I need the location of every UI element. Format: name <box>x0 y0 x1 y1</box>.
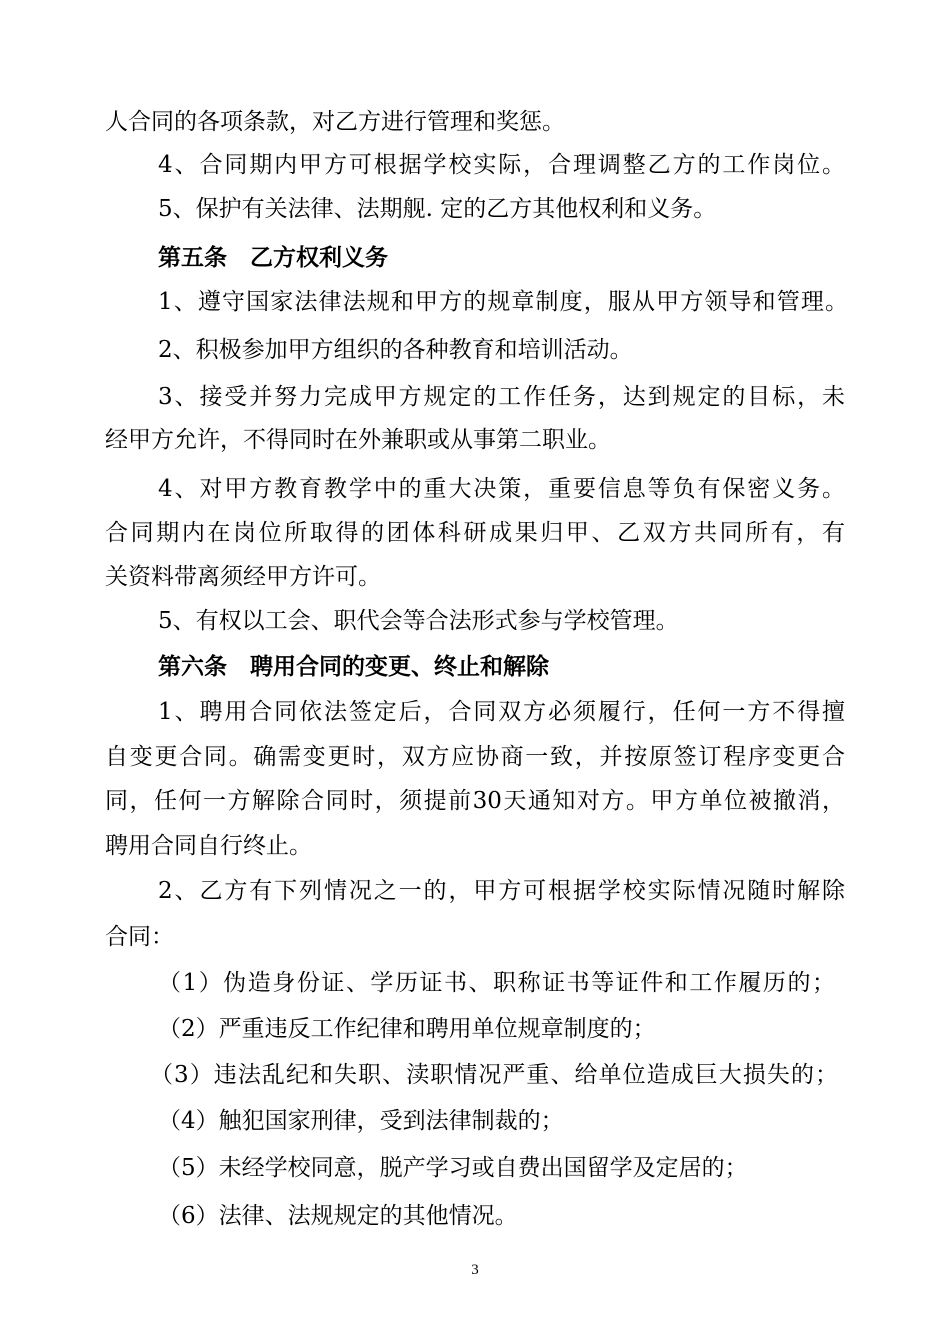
paragraph-line: 1、聘用合同依法签定后，合同双方必须履行，任何一方不得擅 <box>158 699 845 725</box>
paragraph-line: 合同： <box>105 924 174 950</box>
paragraph-line: 合同期内在岗位所取得的团体科研成果归甲、乙双方共同所有，有 <box>105 520 845 546</box>
paragraph-line: 关资料带离须经甲方许可。 <box>105 564 381 590</box>
paragraph-line: 同，任何一方解除合同时，须提前30天通知对方。甲方单位被撤消， <box>105 788 845 814</box>
paragraph-line: （3）违法乱纪和失职、渎职情况严重、给单位造成巨大损失的； <box>150 1062 838 1088</box>
paragraph-line: （4）触犯国家刑律，受到法律制裁的； <box>158 1108 564 1134</box>
paragraph-line: 自变更合同。确需变更时，双方应协商一致，并按原签订程序变更合 <box>105 744 845 770</box>
paragraph-line: 1、遵守国家法律法规和甲方的规章制度，服从甲方领导和管理。 <box>158 289 848 315</box>
section-heading: 第五条 乙方权利义务 <box>158 244 388 271</box>
page-number: 3 <box>471 1262 479 1278</box>
paragraph-line: 经甲方允许，不得同时在外兼职或从事第二职业。 <box>105 427 611 453</box>
paragraph-line: 5、保护有关法律、法期舰. 定的乙方其他权利和义务。 <box>158 196 717 222</box>
paragraph-line: 2、乙方有下列情况之一的，甲方可根据学校实际情况随时解除 <box>158 878 845 904</box>
paragraph-line: 4、合同期内甲方可根据学校实际，合理调整乙方的工作岗位。 <box>158 152 845 178</box>
paragraph-line: 2、积极参加甲方组织的各种教育和培训活动。 <box>158 337 633 363</box>
paragraph-line: 3、接受并努力完成甲方规定的工作任务，达到规定的目标，未 <box>158 384 845 410</box>
paragraph-line: （6）法律、法规规定的其他情况。 <box>158 1203 518 1229</box>
paragraph-line: 4、对甲方教育教学中的重大决策，重要信息等负有保密义务。 <box>158 476 845 502</box>
paragraph-line: （5）未经学校同意，脱产学习或自费出国留学及定居的； <box>158 1155 748 1181</box>
paragraph-line: （2）严重违反工作纪律和聘用单位规章制度的； <box>158 1016 656 1042</box>
section-heading: 第六条 聘用合同的变更、终止和解除 <box>158 653 549 680</box>
paragraph-line: 5、有权以工会、职代会等合法形式参与学校管理。 <box>158 608 679 634</box>
paragraph-line: （1）伪造身份证、学历证书、职称证书等证件和工作履历的； <box>158 970 835 996</box>
paragraph-line: 人合同的各项条款，对乙方进行管理和奖惩。 <box>105 109 565 135</box>
paragraph-line: 聘用合同自行终止。 <box>105 833 312 859</box>
